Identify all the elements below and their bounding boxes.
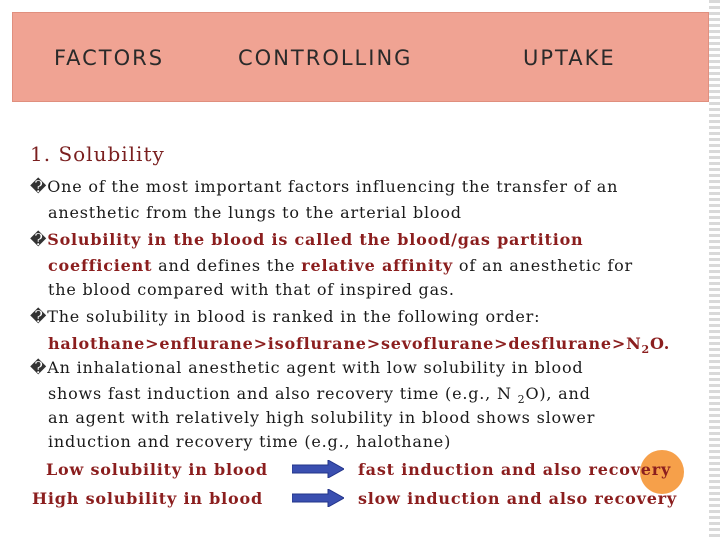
section-heading: 1. Solubility [30,142,165,166]
bullet-4-line-3: an agent with relatively high solubility in blood shows slower [48,408,596,427]
bullet-2-line-2: coefficient and defines the relative affinity of an anesthetic for [48,256,633,275]
bullet-4-line-2: shows fast induction and also recovery time (e.g., N $_2$O), and [48,384,591,407]
decorative-border-strip [709,0,720,540]
arrow-right-icon [292,489,344,507]
bullet-2-line-1: �Solubility in the blood is called the blood/gas partition [30,230,584,249]
high-solubility-result: slow induction and also recovery [358,489,677,508]
bullet-3-line-1: �The solubility in blood is ranked in the following order: [30,307,541,326]
low-solubility-label: Low solubility in blood [46,460,268,479]
bullet-2-line-3: the blood compared with that of inspired gas. [48,280,455,299]
title-word-factors: FACTORS [54,46,165,70]
title-word-controlling: CONTROLLING [238,46,413,70]
high-solubility-label: High solubility in blood [32,489,263,508]
bullet-icon: � [30,358,48,377]
arrow-right-icon [292,460,344,478]
bullet-1-line-2: anesthetic from the lungs to the arterial blood [48,203,462,222]
bullet-4-line-4: induction and recovery time (e.g., halothane) [48,432,452,451]
bullet-4-line-1: �An inhalational anesthetic agent with low solubility in blood [30,358,584,377]
title-word-uptake: UPTAKE [523,46,616,70]
bullet-icon: � [30,177,48,196]
bullet-1-line-1: �One of the most important factors influencing the transfer of an [30,177,619,196]
bullet-3-ranking-line: $halothane>enflurane>isoflurane>sevoflurane>desflurane>N_2O$. [48,334,671,357]
bullet-icon: � [30,230,48,249]
bullet-icon: � [30,307,48,326]
low-solubility-result: fast induction and also recovery [358,460,672,479]
